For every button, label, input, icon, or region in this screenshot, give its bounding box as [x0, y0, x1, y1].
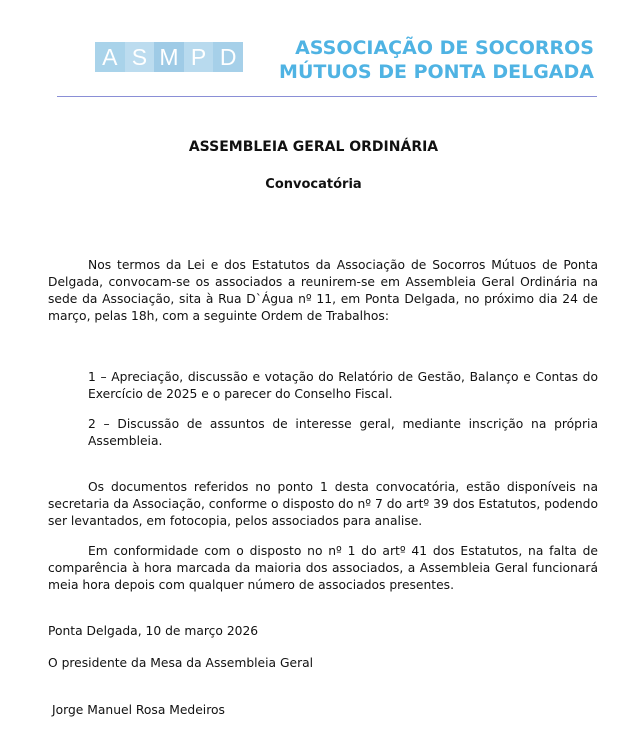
- signatory-role: O presidente da Mesa da Assembleia Geral: [48, 656, 314, 670]
- documents-paragraph: Os documentos referidos no ponto 1 desta convocatória, estão disponíveis na secretaria da Associação, conforme o disposto do nº 7 do artº 39 dos Estatutos, podendo ser levantados, em fotocopia, pelos associados para analise.: [48, 480, 598, 528]
- place-date: Ponta Delgada, 10 de março 2026: [48, 624, 259, 638]
- agenda-item-1: 1 – Apreciação, discussão e votação do Relatório de Gestão, Balanço e Contas do Exercício de 2025 e o parecer do Conselho Fiscal.: [88, 370, 598, 401]
- quorum-paragraph: Em conformidade com o disposto no nº 1 do artº 41 dos Estatutos, na falta de comparência à hora marcada da maioria dos associados, a Assembleia Geral funcionará meia hora depois com qualquer número de associados presentes.: [48, 544, 598, 592]
- logo-letter: A: [95, 42, 125, 72]
- logo-letter: P: [184, 42, 214, 72]
- asmpd-logo: [95, 42, 243, 72]
- intro-paragraph: Nos termos da Lei e dos Estatutos da Associação de Socorros Mútuos de Ponta Delgada, convocam-se os associados a reunirem-se em Assembleia Geral Ordinária na sede da Associação, sita à Rua D`Água nº 11, em Ponta Delgada, no próximo dia 24 de março, pelas 18h, com a seguinte Ordem de Trabalhos:: [48, 258, 598, 323]
- logo-letter: M: [154, 42, 184, 72]
- header-divider: [57, 96, 597, 97]
- organization-name-line2: MÚTUOS DE PONTA DELGADA: [279, 61, 594, 83]
- document-title: ASSEMBLEIA GERAL ORDINÁRIA: [188, 139, 439, 155]
- organization-name-line1: ASSOCIAÇÃO DE SOCORROS: [295, 37, 594, 59]
- signatory-name: Jorge Manuel Rosa Medeiros: [52, 703, 225, 717]
- logo-letter: D: [213, 42, 243, 72]
- organization-name: [279, 36, 594, 84]
- agenda-item-2: 2 – Discussão de assuntos de interesse geral, mediante inscrição na própria Assembleia.: [88, 417, 598, 448]
- logo-letter: S: [125, 42, 155, 72]
- document-subtitle: Convocatória: [265, 177, 362, 192]
